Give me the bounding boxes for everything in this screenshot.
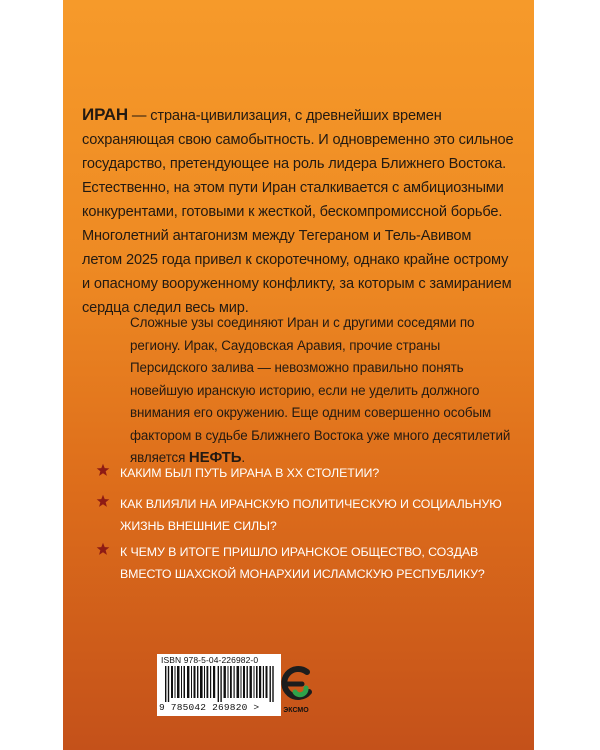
second-paragraph: [130, 312, 514, 470]
intro-paragraph: [82, 103, 514, 320]
eksmo-logo-icon: [276, 662, 316, 710]
barcode-digits: 9 785042 269820 >: [159, 702, 260, 713]
barcode: [157, 654, 281, 716]
second-text: Сложные узы соединяют Иран и с другими соседями по региону. Ирак, Саудовская Аравия, прочие страны Персидского залива — невозможно правильно понять новейшую иранскую историю, если не уделить должного внимания его окружению. Еще одним совершенно особым фактором в судьбе Ближнего Востока уже много десятилетий является: [130, 315, 511, 465]
barcode-bars: [165, 666, 275, 702]
star-icon: [96, 463, 110, 477]
publisher-name: ЭКСМО: [283, 707, 309, 714]
isbn-label: ISBN 978-5-04-226982-0: [161, 655, 259, 665]
question-2: [120, 493, 510, 537]
oil-emphasis: НЕФТЬ: [188, 449, 242, 466]
star-icon: [96, 494, 110, 508]
question-3-text: К ЧЕМУ В ИТОГЕ ПРИШЛО ИРАНСКОЕ ОБЩЕСТВО, СОЗДАВ ВМЕСТО ШАХСКОЙ МОНАРХИИ ИСЛАМСКУЮ РЕСПУБЛИКУ?: [120, 545, 485, 581]
question-1: [120, 462, 510, 484]
question-1-text: КАКИМ БЫЛ ПУТЬ ИРАНА В XX СТОЛЕТИИ?: [120, 466, 380, 480]
question-3: [120, 541, 510, 585]
intro-text: — страна-цивилизация, с древнейших времен сохраняющая свою самобытность. И одновременно это сильное государство, претендующее на роль лидера Ближнего Востока. Естественно, на этом пути Иран сталкивается с амбициозными конкурентами, готовыми к жесткой, бескомпромиссной борьбе. Многолетний антагонизм между Тегераном и Тель-Авивом летом 2025 года привел к скоротечному, однако крайне острому и опасному вооруженному конфликту, за которым с замиранием сердца следил весь мир.: [82, 108, 514, 316]
question-2-text: КАК ВЛИЯЛИ НА ИРАНСКУЮ ПОЛИТИЧЕСКУЮ И СОЦИАЛЬНУЮ ЖИЗНЬ ВНЕШНИЕ СИЛЫ?: [120, 497, 502, 533]
intro-lead: ИРАН: [82, 105, 129, 124]
second-end: .: [241, 450, 246, 465]
star-icon: [96, 542, 110, 556]
